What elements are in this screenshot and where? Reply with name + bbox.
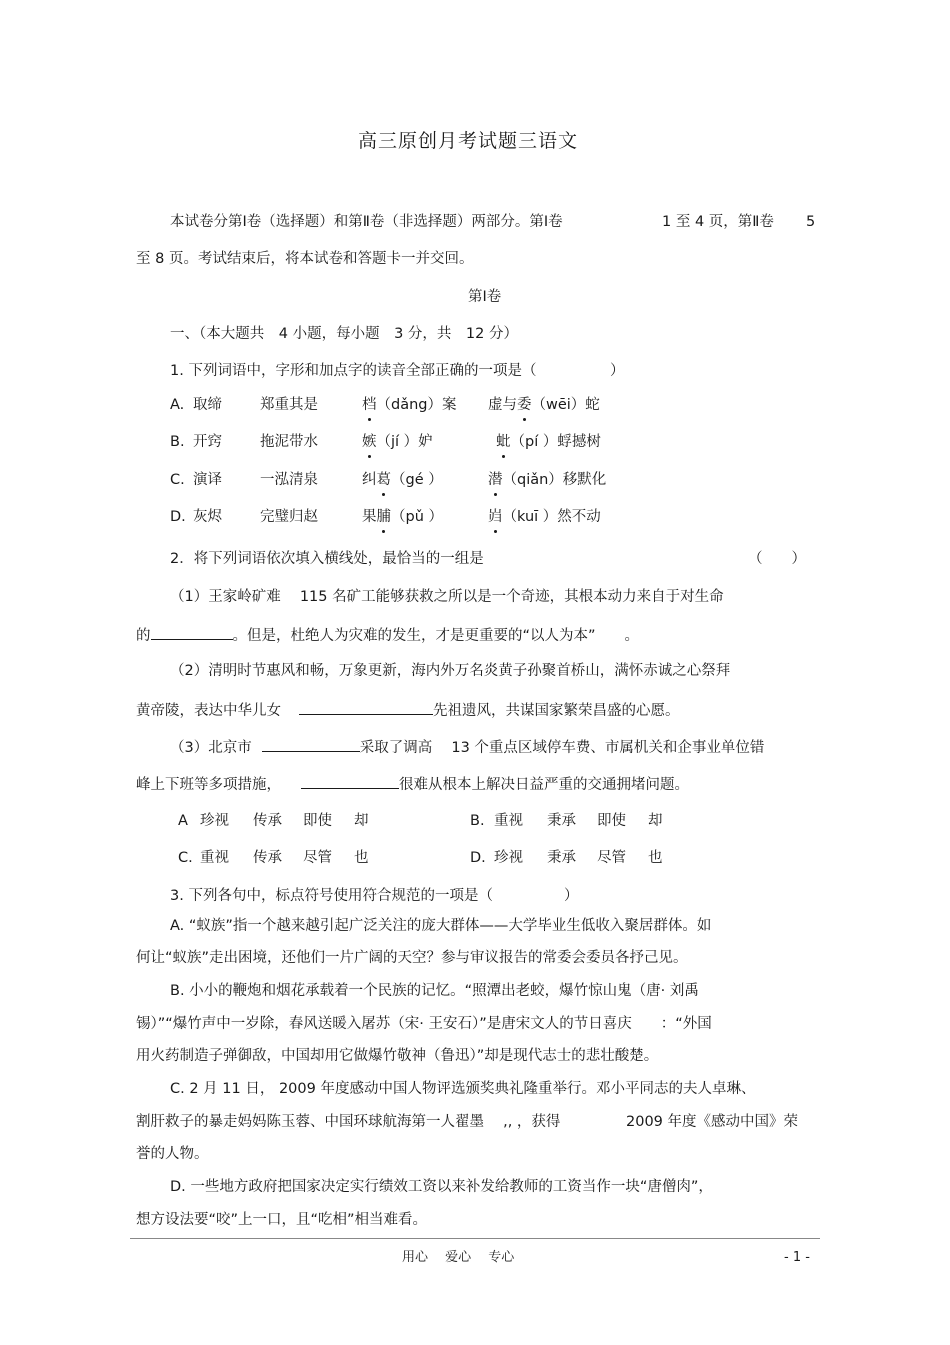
option-word-1: 演译 (193, 472, 222, 488)
option-word-2: 完璧归赵 (260, 509, 318, 525)
option-letter: D. (170, 509, 186, 525)
pinyin: （wēi）蛇 (531, 397, 600, 413)
option-word-4: 也 (354, 850, 369, 866)
option-letter: B. (470, 813, 485, 829)
dotted-char: 岿 (488, 509, 503, 525)
option-word-1: 灰烬 (193, 509, 222, 525)
option-word-4: 也 (648, 850, 663, 866)
section-heading: 第Ⅰ卷 (468, 289, 502, 305)
option-word-4 (488, 470, 606, 490)
q3-option-a-line-2: 何让“蚁族”走出困境，还他们一片广阔的天空？参与审议报告的常委会委员各抒己见。 (136, 950, 688, 966)
text-segment: 的 (136, 628, 151, 644)
q3-option-b-line-1: B. 小小的鞭炮和烟花承载着一个民族的记忆。“照潭出老蛟，爆竹惊山鬼（唐· 刘禹 (170, 983, 699, 999)
pinyin: （kuī ）然不动 (502, 509, 601, 525)
option-letter: C. (178, 850, 193, 866)
option-letter: D. (470, 850, 486, 866)
option-word-4: 却 (648, 813, 663, 829)
option-word-2: 秉承 (547, 850, 576, 866)
text-segment: （3）北京市 (170, 740, 252, 756)
q3-option-c-line-3: 誉的人物。 (136, 1146, 209, 1162)
pinyin: （jí ）妒 (376, 434, 433, 450)
pinyin: （pí ）蜉撼树 (510, 434, 601, 450)
q3-option-b-line-3: 用火药制造子弹御敌，中国却用它做爆竹敬神（鲁迅）”却是现代志士的悲壮酸楚。 (136, 1048, 659, 1064)
option-word-1: 重视 (494, 813, 523, 829)
q3-option-d-line-1: D. 一些地方政府把国家决定实行绩效工资以来补发给教师的工资当作一块“唐僧肉”， (170, 1179, 713, 1195)
text-segment: 。但是，杜绝人为灾难的发生，才是更重要的“以人为本” 。 (232, 628, 640, 644)
option-word-4 (488, 507, 601, 527)
option-word-3: 即使 (303, 813, 332, 829)
option-word-3: 即使 (597, 813, 626, 829)
option-letter: C. (170, 472, 185, 488)
q2-sentence-2a: （2）清明时节惠风和畅，万象更新，海内外万名炎黄子孙聚首桥山，满怀赤诚之心祭拜 (170, 663, 731, 679)
q1-paren-close: ） (610, 363, 625, 379)
fill-blank-1 (151, 624, 233, 640)
plain-char: 虚与 (488, 397, 517, 413)
option-word-1: 开窍 (193, 434, 222, 450)
option-word-4 (496, 432, 601, 452)
dotted-char: 脯 (376, 509, 391, 525)
intro-line-1b: 1 至 4 页，第Ⅱ卷 (662, 214, 774, 230)
fill-blank-2 (299, 699, 433, 715)
page-title: 高三原创月考试题三语文 (358, 130, 579, 152)
option-word-2: 郑重其是 (260, 397, 318, 413)
dotted-char: 档 (362, 397, 377, 413)
option-word-3: 尽管 (303, 850, 332, 866)
option-word-3 (362, 432, 433, 452)
option-word-3 (362, 395, 456, 415)
footer-rule (130, 1238, 820, 1239)
option-word-4: 却 (354, 813, 369, 829)
text-segment: 峰上下班等多项措施， (136, 777, 281, 793)
q3-option-b-line-2: 锡）”“爆竹声中一岁除，春风送暖入屠苏（宋· 王安石）”是唐宋文人的节日喜庆 ：“外国 (136, 1016, 712, 1032)
option-word-3 (362, 470, 443, 490)
q3-stem: 3. 下列各句中，标点符号使用符合规范的一项是（ (170, 888, 493, 904)
intro-line-1a: 本试卷分第Ⅰ卷（选择题）和第Ⅱ卷（非选择题）两部分。第Ⅰ卷 (170, 214, 563, 230)
q3-paren-close: ） (564, 888, 579, 904)
q3-option-c-line-2b: 2009 年度《感动中国》荣 (626, 1114, 799, 1130)
q3-option-c-line-2a: 割肝救子的暴走妈妈陈玉蓉、中国环球航海第一人翟墨 ,, ，获得 (136, 1114, 561, 1130)
q2-sentence-1b (136, 624, 639, 646)
option-word-4 (488, 395, 600, 415)
option-word-2: 拖泥带水 (260, 434, 318, 450)
plain-char: 果 (362, 509, 377, 525)
q2-sentence-3a (170, 736, 764, 758)
fill-blank-4 (301, 773, 399, 789)
dotted-char: 委 (517, 397, 532, 413)
text-segment: 采取了调高 13 个重点区域停车费、市属机关和企事业单位错 (359, 740, 765, 756)
q2-sentence-3b (136, 773, 689, 795)
option-letter: A (178, 813, 188, 829)
option-word-1: 重视 (200, 850, 229, 866)
option-word-3 (362, 507, 443, 527)
q3-option-c-line-1: C. 2 月 11 日， 2009 年度感动中国人物评选颁奖典礼隆重举行。邓小平同志的夫人卓琳、 (170, 1081, 756, 1097)
option-word-1: 珍视 (200, 813, 229, 829)
plain-char: 纠 (362, 472, 377, 488)
fill-blank-3 (262, 736, 360, 752)
option-word-2: 传承 (253, 850, 282, 866)
q2-paren: （ ） (748, 551, 806, 567)
pinyin: （qiǎn）移默化 (502, 472, 607, 488)
pinyin: （pǔ ） (391, 509, 444, 525)
dotted-char: 蚍 (496, 434, 511, 450)
dotted-char: 葛 (376, 472, 391, 488)
option-word-1: 珍视 (494, 850, 523, 866)
text-segment: 先祖遗风，共谋国家繁荣昌盛的心愿。 (433, 703, 680, 719)
intro-line-1c: 5 (806, 214, 816, 230)
pinyin: （dǎng）案 (376, 397, 457, 413)
option-word-3: 尽管 (597, 850, 626, 866)
q3-option-d-line-2: 想方设法要“咬”上一口，且“吃相”相当难看。 (136, 1212, 428, 1228)
option-word-1: 取缔 (193, 397, 222, 413)
footer-motto: 用心 爱心 专心 (402, 1250, 515, 1265)
option-letter: A. (170, 397, 185, 413)
option-letter: B. (170, 434, 185, 450)
page-number: - 1 - (784, 1250, 810, 1265)
q1-stem: 1. 下列词语中，字形和加点字的读音全部正确的一项是（ (170, 363, 537, 379)
q2-sentence-1a: （1）王家岭矿难 115 名矿工能够获救之所以是一个奇迹，其根本动力来自于对生命 (170, 589, 724, 605)
q3-option-a-line-1: A. “蚁族”指一个越来越引起广泛关注的庞大群体——大学毕业生低收入聚居群体。如 (170, 918, 712, 934)
intro-line-2: 至 8 页。考试结束后，将本试卷和答题卡一并交回。 (136, 251, 474, 267)
option-word-2: 一泓清泉 (260, 472, 318, 488)
text-segment: 黄帝陵，表达中华儿女 (136, 703, 281, 719)
option-word-2: 秉承 (547, 813, 576, 829)
q2-stem: 2．将下列词语依次填入横线处，最恰当的一组是 (170, 551, 484, 567)
part-one-heading: 一、（本大题共 4 小题，每小题 3 分，共 12 分） (170, 326, 518, 342)
dotted-char: 潜 (488, 472, 503, 488)
q2-sentence-2b (136, 699, 680, 721)
pinyin: （gé ） (391, 472, 443, 488)
option-word-2: 传承 (253, 813, 282, 829)
dotted-char: 嫉 (362, 434, 377, 450)
text-segment: 很难从根本上解决日益严重的交通拥堵问题。 (399, 777, 689, 793)
